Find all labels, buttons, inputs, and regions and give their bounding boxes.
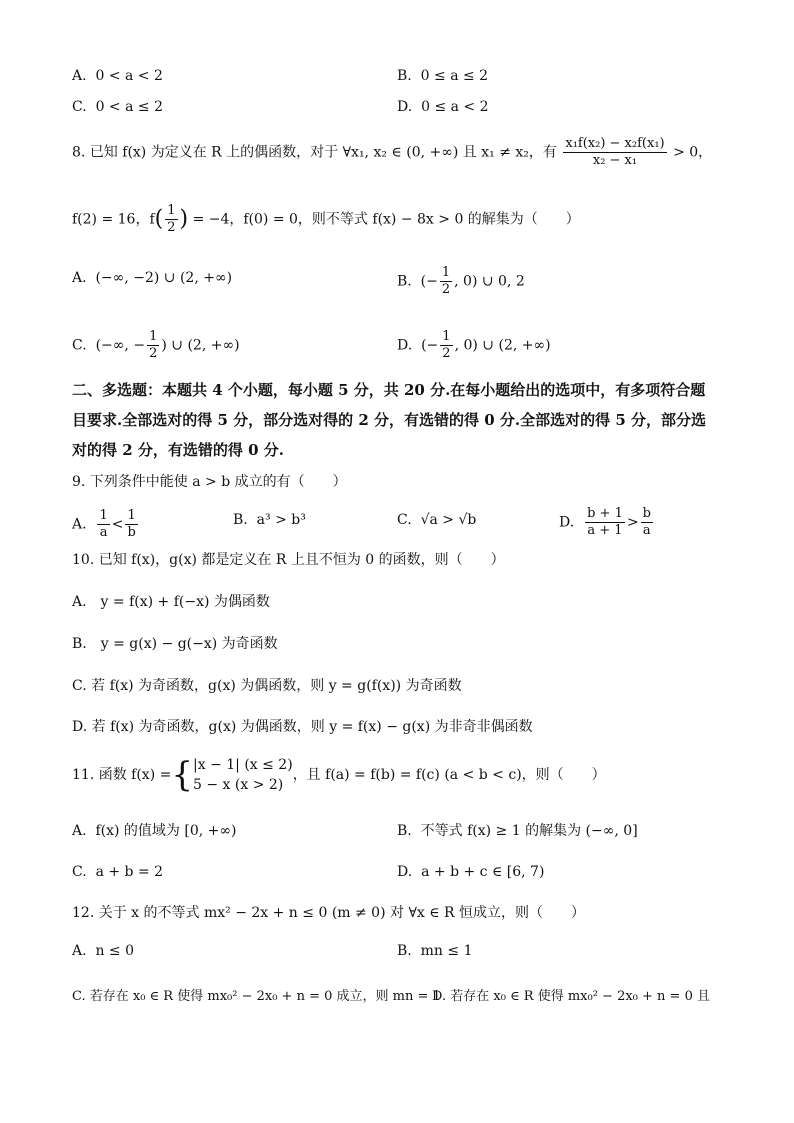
q12-option-c: C. 若存在 x₀ ∈ R 使得 mx₀² − 2x₀ + n = 0 成立，则 mn = 1 — [72, 989, 441, 1004]
q7-option-d: D. 0 ≤ a < 2 — [397, 99, 489, 115]
q9-option-c: C. √a > √b — [397, 512, 477, 528]
section2-heading-line2: 目要求.全部选对的得 5 分，部分选对得的 2 分，有选错的得 0 分.全部选对的得 5 分，部分选 — [72, 411, 706, 429]
section2-heading-line1: 二、多选题：本题共 4 个小题，每小题 5 分，共 20 分.在每小题给出的选项中，有多项符合题 — [72, 381, 706, 399]
q9-option-a: A. $\frac{1}{a}$ < $\frac{1}{b}$ — [72, 508, 136, 540]
q9-option-d: D. $\frac{b + 1}{a + 1}$ > $\frac{b}{a}$ — [559, 506, 651, 538]
q12-option-d: D. 若存在 x₀ ∈ R 使得 mx₀² − 2x₀ + n = 0 且 — [432, 989, 710, 1004]
q12-option-a: A. n ≤ 0 — [72, 943, 135, 959]
q10-option-b: B. y = g(x) − g(−x) 为奇函数 — [72, 636, 278, 652]
q11-piecewise: |x − 1| (x ≤ 2) 5 − x (x > 2) — [193, 757, 293, 793]
q8-option-b: B. (− $\frac{1}{2}$ , 0) ∪ 0, 2 — [397, 265, 525, 297]
q12-option-b: B. mn ≤ 1 — [397, 943, 473, 959]
q11-option-a: A. f(x) 的值域为 [0, +∞) — [72, 823, 237, 839]
q8-stem-line1: 8. 已知 f(x) 为定义在 R 上的偶函数，对于 ∀x₁, x₂ ∈ (0, +∞) 且 x₁ ≠ x₂，有 $\frac{\text{x₁f(x₂) − x₂f(x₁)}}{\text{x₂ − x₁}}$ > 0， — [72, 136, 713, 168]
q10-option-d: D. 若 f(x) 为奇函数，g(x) 为偶函数，则 y = f(x) − g(x) 为非奇非偶函数 — [72, 719, 533, 735]
q7-option-b: B. 0 ≤ a ≤ 2 — [397, 68, 489, 84]
q8-fraction: $\frac{\text{x₁f(x₂) − x₂f(x₁)}}{\text{x₂ − x₁}}$ — [565, 136, 665, 168]
q11-option-c: C. a + b = 2 — [72, 864, 164, 880]
q8-option-c: C. (−∞, − $\frac{1}{2}$ ) ∪ (2, +∞) — [72, 329, 240, 361]
q8-option-a: A. (−∞, −2) ∪ (2, +∞) — [72, 270, 233, 286]
q7-option-a: A. 0 < a < 2 — [72, 68, 163, 84]
q9-stem: 9. 下列条件中能使 a > b 成立的有（ ） — [72, 474, 347, 490]
q10-stem: 10. 已知 f(x)，g(x) 都是定义在 R 上且不恒为 0 的函数，则（ ） — [72, 552, 505, 568]
q9-option-b: B. a³ > b³ — [233, 512, 306, 528]
q10-option-a: A. y = f(x) + f(−x) 为偶函数 — [72, 594, 270, 610]
section2-heading-line3: 对的得 2 分，有选错的得 0 分. — [72, 441, 284, 459]
q10-option-c: C. 若 f(x) 为奇函数，g(x) 为偶函数，则 y = g(f(x)) 为奇函数 — [72, 678, 462, 694]
q8-option-d: D. (− $\frac{1}{2}$ , 0) ∪ (2, +∞) — [397, 329, 551, 361]
q8-stem-line2: f(2) = 16，f( $\frac{1}{2}$ ) = −4，f(0) = 0，则不等式 f(x) − 8x > 0 的解集为（ ） — [72, 203, 580, 235]
q11-option-d: D. a + b + c ∈ [6, 7) — [397, 864, 545, 880]
q11-option-b: B. 不等式 f(x) ≥ 1 的解集为 (−∞, 0] — [397, 823, 638, 839]
q7-option-c: C. 0 < a ≤ 2 — [72, 99, 164, 115]
q11-stem: 11. 函数 f(x) ={ |x − 1| (x ≤ 2) 5 − x (x > 2) ，且 f(a) = f(b) = f(c) (a < b < c)，则（ ） — [72, 755, 606, 795]
q12-stem: 12. 关于 x 的不等式 mx² − 2x + n ≤ 0 (m ≠ 0) 对 ∀x ∈ R 恒成立，则（ ） — [72, 905, 586, 921]
